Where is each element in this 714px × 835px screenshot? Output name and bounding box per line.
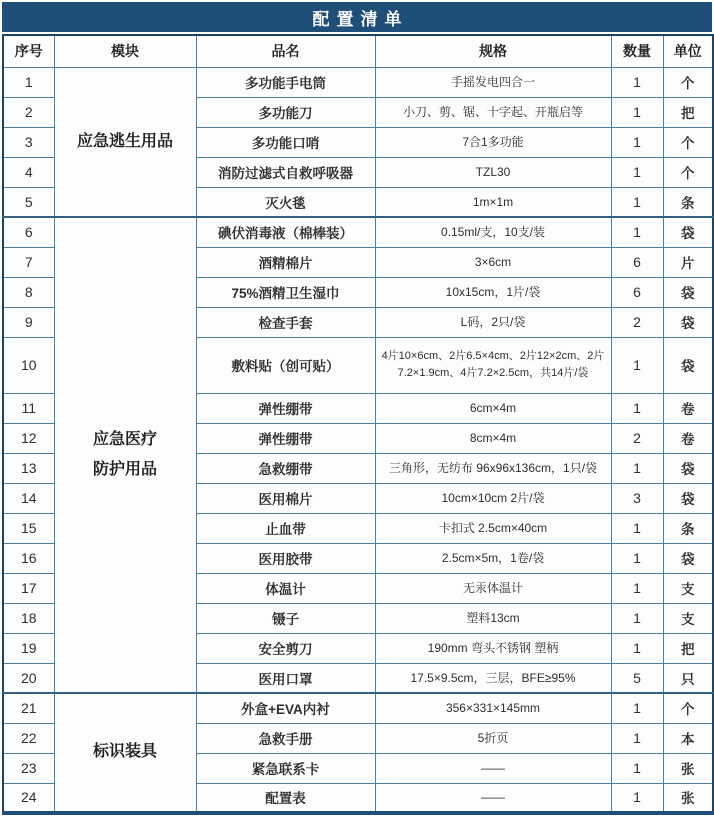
- cell-unit: 只: [663, 663, 713, 693]
- cell-spec: 卡扣式 2.5cm×40cm: [375, 513, 611, 543]
- cell-module: [54, 67, 196, 217]
- cell-name: 酒精棉片: [196, 247, 375, 277]
- cell-no: 19: [3, 633, 54, 663]
- cell-unit: 支: [663, 573, 713, 603]
- cell-unit: 条: [663, 513, 713, 543]
- cell-name: 75%酒精卫生湿巾: [196, 277, 375, 307]
- cell-spec: 7合1多功能: [375, 127, 611, 157]
- cell-spec: 8cm×4m: [375, 423, 611, 453]
- table-row: [3, 693, 713, 723]
- cell-name: 多功能口哨: [196, 127, 375, 157]
- cell-spec: 无汞体温计: [375, 573, 611, 603]
- cell-no: 20: [3, 663, 54, 693]
- cell-unit: 支: [663, 603, 713, 633]
- cell-unit: 把: [663, 97, 713, 127]
- cell-qty: 1: [611, 97, 663, 127]
- column-header-qty: 数量: [611, 35, 663, 67]
- cell-spec: 1m×1m: [375, 187, 611, 217]
- cell-unit: 张: [663, 783, 713, 813]
- cell-no: 3: [3, 127, 54, 157]
- cell-spec: TZL30: [375, 157, 611, 187]
- cell-spec: 0.15ml/支，10支/装: [375, 217, 611, 247]
- cell-qty: 1: [611, 337, 663, 393]
- cell-name: 医用口罩: [196, 663, 375, 693]
- cell-spec: 小刀、剪、锯、十字起、开瓶启等: [375, 97, 611, 127]
- cell-no: 18: [3, 603, 54, 633]
- cell-no: 4: [3, 157, 54, 187]
- cell-name: 止血带: [196, 513, 375, 543]
- table-header: [3, 35, 713, 67]
- cell-spec: 356×331×145mm: [375, 693, 611, 723]
- cell-qty: 1: [611, 723, 663, 753]
- cell-name: 急救绷带: [196, 453, 375, 483]
- cell-qty: 6: [611, 277, 663, 307]
- cell-unit: 袋: [663, 217, 713, 247]
- cell-no: 22: [3, 723, 54, 753]
- config-table: [2, 34, 714, 815]
- cell-unit: 袋: [663, 307, 713, 337]
- cell-no: 12: [3, 423, 54, 453]
- cell-spec: ——: [375, 753, 611, 783]
- cell-name: 敷料贴（创可贴）: [196, 337, 375, 393]
- table-row: [3, 217, 713, 247]
- cell-qty: 3: [611, 483, 663, 513]
- cell-spec: 2.5cm×5m，1卷/袋: [375, 543, 611, 573]
- cell-no: 13: [3, 453, 54, 483]
- cell-name: 医用棉片: [196, 483, 375, 513]
- cell-spec: 3×6cm: [375, 247, 611, 277]
- cell-no: 2: [3, 97, 54, 127]
- cell-unit: 本: [663, 723, 713, 753]
- cell-unit: 袋: [663, 483, 713, 513]
- cell-qty: 1: [611, 393, 663, 423]
- header-row: [3, 35, 713, 67]
- module-label-line: 应急逃生用品: [76, 132, 173, 150]
- cell-unit: 袋: [663, 543, 713, 573]
- cell-spec: 5折页: [375, 723, 611, 753]
- cell-name: 检查手套: [196, 307, 375, 337]
- cell-unit: 个: [663, 67, 713, 97]
- cell-unit: 袋: [663, 453, 713, 483]
- config-table-body: [3, 67, 713, 813]
- cell-name: 弹性绷带: [196, 393, 375, 423]
- cell-qty: 2: [611, 423, 663, 453]
- cell-qty: 1: [611, 187, 663, 217]
- cell-spec: 10x15cm，1片/袋: [375, 277, 611, 307]
- cell-name: 安全剪刀: [196, 633, 375, 663]
- cell-spec: 10cm×10cm 2片/袋: [375, 483, 611, 513]
- cell-no: 17: [3, 573, 54, 603]
- cell-name: 配置表: [196, 783, 375, 813]
- cell-name: 医用胶带: [196, 543, 375, 573]
- cell-name: 紧急联系卡: [196, 753, 375, 783]
- cell-spec: 17.5×9.5cm，三层，BFE≥95%: [375, 663, 611, 693]
- cell-unit: 把: [663, 633, 713, 663]
- column-header-spec: 规格: [375, 35, 611, 67]
- column-header-unit: 单位: [663, 35, 713, 67]
- column-header-name: 品名: [196, 35, 375, 67]
- cell-spec: 190mm 弯头不锈钢 塑柄: [375, 633, 611, 663]
- cell-unit: 袋: [663, 337, 713, 393]
- cell-qty: 1: [611, 513, 663, 543]
- cell-module: [54, 693, 196, 813]
- cell-unit: 张: [663, 753, 713, 783]
- cell-unit: 片: [663, 247, 713, 277]
- cell-name: 灭火毯: [196, 187, 375, 217]
- cell-no: 15: [3, 513, 54, 543]
- module-label-line: 防护用品: [92, 461, 157, 478]
- cell-name: 多功能手电筒: [196, 67, 375, 97]
- cell-no: 21: [3, 693, 54, 723]
- cell-no: 6: [3, 217, 54, 247]
- cell-spec: ——: [375, 783, 611, 813]
- module-label-line: 标识装具: [92, 743, 157, 761]
- table-row: [3, 67, 713, 97]
- cell-qty: 1: [611, 783, 663, 813]
- cell-name: 镊子: [196, 603, 375, 633]
- cell-no: 7: [3, 247, 54, 277]
- cell-qty: 1: [611, 693, 663, 723]
- cell-qty: 6: [611, 247, 663, 277]
- cell-no: 8: [3, 277, 54, 307]
- column-header-no: 序号: [3, 35, 54, 67]
- cell-unit: 个: [663, 157, 713, 187]
- list-title-bar: [2, 2, 712, 32]
- cell-no: 9: [3, 307, 54, 337]
- cell-unit: 条: [663, 187, 713, 217]
- cell-spec: 塑料13cm: [375, 603, 611, 633]
- cell-unit: 卷: [663, 393, 713, 423]
- module-label-line: 应急医疗: [92, 430, 157, 448]
- cell-name: 多功能刀: [196, 97, 375, 127]
- cell-module: [54, 217, 196, 693]
- cell-qty: 1: [611, 543, 663, 573]
- cell-unit: 卷: [663, 423, 713, 453]
- cell-qty: 1: [611, 67, 663, 97]
- cell-no: 5: [3, 187, 54, 217]
- cell-unit: 个: [663, 693, 713, 723]
- cell-spec: 4片10×6cm、2片6.5×4cm、2片12×2cm、2片7.2×1.9cm、4片7.2×2.5cm，共14片/袋: [375, 337, 611, 393]
- list-title: 配置清单: [312, 9, 409, 29]
- cell-name: 碘伏消毒液（棉棒装）: [196, 217, 375, 247]
- cell-name: 弹性绷带: [196, 423, 375, 453]
- cell-name: 体温计: [196, 573, 375, 603]
- cell-unit: 个: [663, 127, 713, 157]
- cell-qty: 1: [611, 753, 663, 783]
- cell-unit: 袋: [663, 277, 713, 307]
- cell-no: 10: [3, 337, 54, 393]
- cell-qty: 1: [611, 633, 663, 663]
- cell-no: 1: [3, 67, 54, 97]
- cell-name: 消防过滤式自救呼吸器: [196, 157, 375, 187]
- cell-qty: 1: [611, 157, 663, 187]
- cell-qty: 1: [611, 573, 663, 603]
- cell-qty: 1: [611, 217, 663, 247]
- cell-qty: 2: [611, 307, 663, 337]
- cell-no: 14: [3, 483, 54, 513]
- cell-spec: 手摇发电四合一: [375, 67, 611, 97]
- cell-no: 16: [3, 543, 54, 573]
- cell-spec: 三角形，无纺布 96x96x136cm，1只/袋: [375, 453, 611, 483]
- cell-qty: 1: [611, 127, 663, 157]
- cell-name: 外盒+EVA内衬: [196, 693, 375, 723]
- cell-no: 24: [3, 783, 54, 813]
- cell-qty: 1: [611, 453, 663, 483]
- cell-no: 23: [3, 753, 54, 783]
- cell-name: 急救手册: [196, 723, 375, 753]
- cell-qty: 1: [611, 603, 663, 633]
- cell-spec: L码，2只/袋: [375, 307, 611, 337]
- column-header-module: 模块: [54, 35, 196, 67]
- cell-qty: 5: [611, 663, 663, 693]
- cell-no: 11: [3, 393, 54, 423]
- cell-spec: 6cm×4m: [375, 393, 611, 423]
